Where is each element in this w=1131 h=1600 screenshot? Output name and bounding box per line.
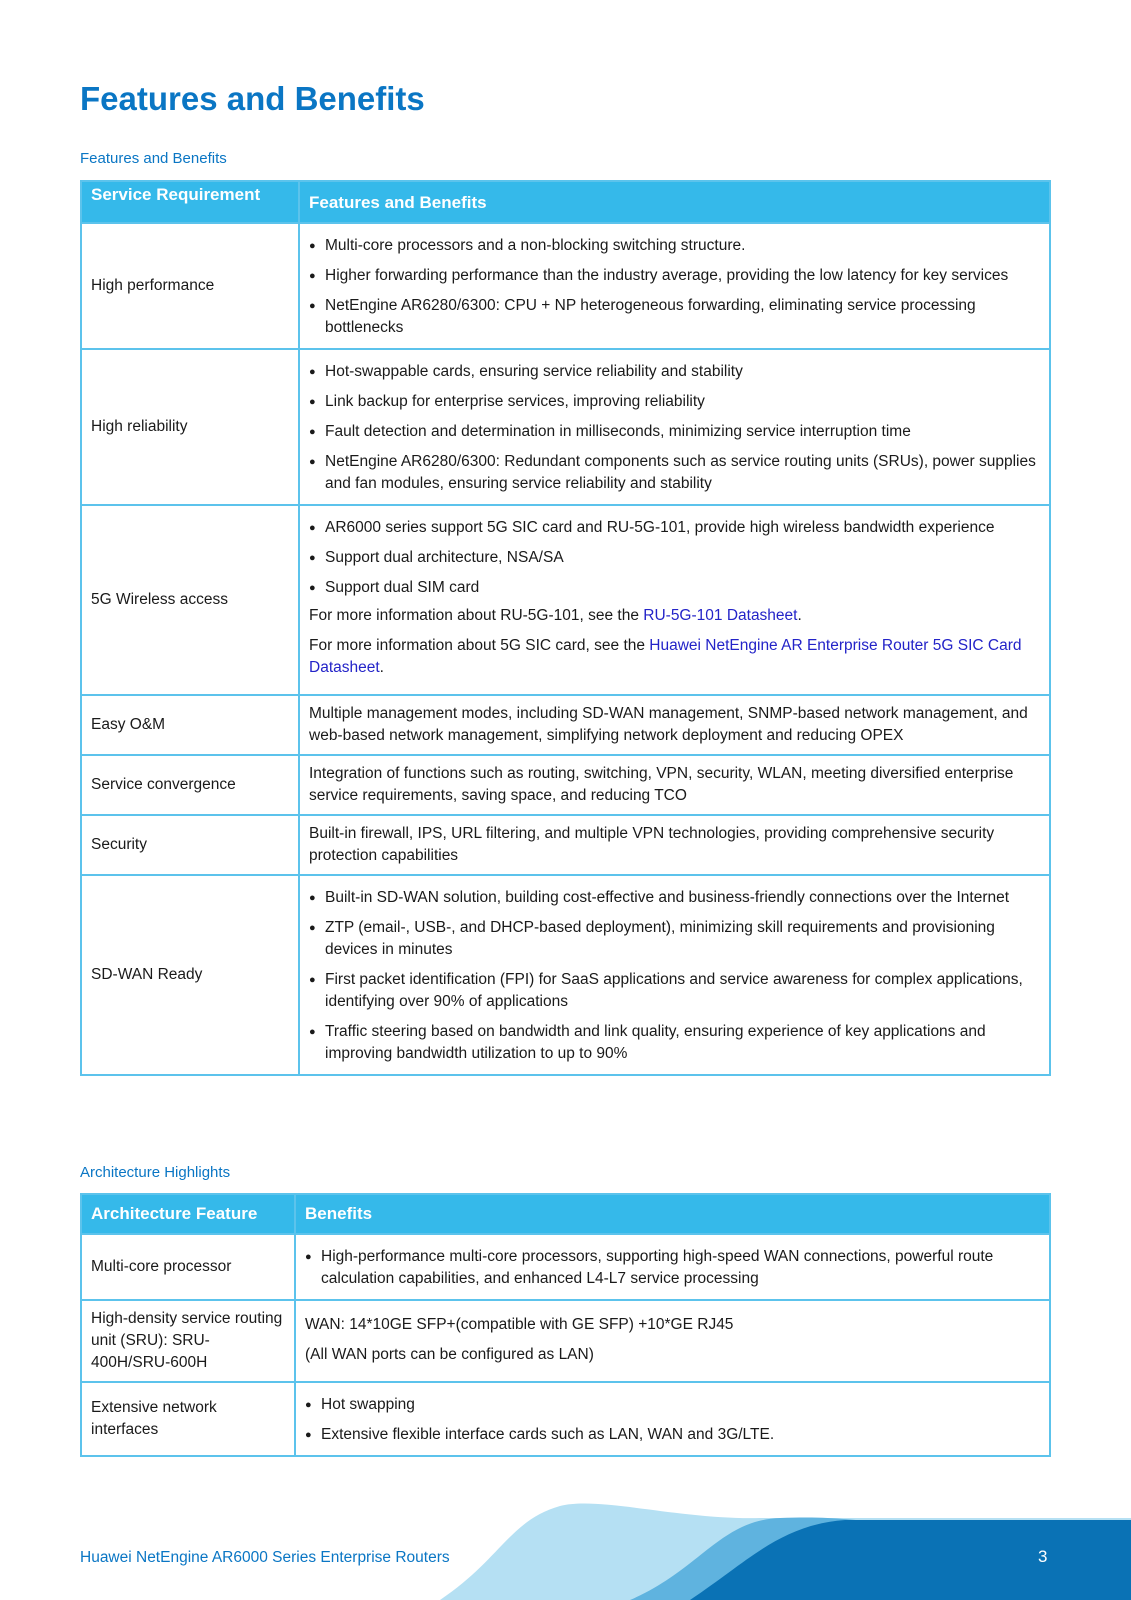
feature-cell: Extensive network interfaces <box>81 1382 295 1456</box>
requirement-cell: High performance <box>81 223 299 349</box>
features-table-caption: Features and Benefits <box>80 150 227 167</box>
list-item: ● Hot swapping <box>305 1394 1040 1416</box>
5g-sic-datasheet-link[interactable]: Huawei NetEngine AR Enterprise Router 5G SIC Card Datasheet <box>309 637 1022 676</box>
page-title: Features and Benefits <box>80 80 425 117</box>
requirement-cell: 5G Wireless access <box>81 505 299 695</box>
requirement-cell: SD-WAN Ready <box>81 875 299 1075</box>
footer-product-name: Huawei NetEngine AR6000 Series Enterprise Routers <box>80 1549 450 1566</box>
lan-config-line: (All WAN ports can be configured as LAN) <box>305 1346 594 1363</box>
list-item: ● Traffic steering based on bandwidth and link quality, ensuring experience of key applications and improving bandwidth utilization to up to 90% <box>309 1021 1040 1065</box>
list-item: ● Hot-swappable cards, ensuring service reliability and stability <box>309 361 1040 383</box>
wan-ports-line: WAN: 14*10GE SFP+(compatible with GE SFP) +10*GE RJ45 <box>305 1316 734 1333</box>
note-text: For more information about 5G SIC card, see the <box>309 637 650 654</box>
requirement-cell: Easy O&M <box>81 695 299 755</box>
header-service-requirement: Service Requirement <box>81 181 299 223</box>
header-architecture-feature: Architecture Feature <box>81 1194 295 1234</box>
architecture-table-caption: Architecture Highlights <box>80 1164 231 1181</box>
list-item: ● Support dual SIM card <box>309 577 1040 599</box>
list-item: ● AR6000 series support 5G SIC card and RU-5G-101, provide high wireless bandwidth experience <box>309 517 1040 539</box>
benefits-cell: Built-in firewall, IPS, URL filtering, and multiple VPN technologies, providing comprehensive security protection capabilities <box>299 815 1050 875</box>
page-number: 3 <box>1038 1547 1048 1566</box>
list-item: ● Multi-core processors and a non-blocking switching structure. <box>309 235 1040 257</box>
feature-cell: High-density service routing unit (SRU): SRU-400H/SRU-600H <box>81 1300 295 1382</box>
list-item: ● NetEngine AR6280/6300: Redundant components such as service routing units (SRUs), power supplies and fan modules, ensuring service reliability and stability <box>309 451 1040 495</box>
requirement-cell: Service convergence <box>81 755 299 815</box>
header-benefits: Benefits <box>295 1194 1050 1234</box>
note-suffix: . <box>379 659 384 676</box>
list-item: ● Support dual architecture, NSA/SA <box>309 547 1040 569</box>
list-item: ● High-performance multi-core processors, supporting high-speed WAN connections, powerful route calculation capabilities, and enhanced L4-L7 service processing <box>305 1246 1040 1290</box>
list-item: ● Fault detection and determination in milliseconds, minimizing service interruption time <box>309 421 1040 443</box>
note-text: For more information about RU-5G-101, see the <box>309 607 644 624</box>
list-item: ● Link backup for enterprise services, improving reliability <box>309 391 1040 413</box>
list-item: ● ZTP (email-, USB-, and DHCP-based deployment), minimizing skill requirements and provisioning devices in minutes <box>309 917 1040 961</box>
benefits-cell: Integration of functions such as routing, switching, VPN, security, WLAN, meeting diversified enterprise service requirements, saving space, and reducing TCO <box>299 755 1050 815</box>
note-suffix: . <box>797 607 802 624</box>
feature-cell: Multi-core processor <box>81 1234 295 1300</box>
list-item: ● Extensive flexible interface cards such as LAN, WAN and 3G/LTE. <box>305 1424 1040 1446</box>
requirement-cell: High reliability <box>81 349 299 505</box>
header-features-benefits: Features and Benefits <box>299 181 1050 223</box>
list-item: ● Higher forwarding performance than the industry average, providing the low latency for key services <box>309 265 1040 287</box>
list-item: ● First packet identification (FPI) for SaaS applications and service awareness for complex applications, identifying over 90% of applications <box>309 969 1040 1013</box>
ru-5g-101-datasheet-link[interactable]: RU-5G-101 Datasheet <box>643 607 798 624</box>
list-item: ● Built-in SD-WAN solution, building cost-effective and business-friendly connections over the Internet <box>309 887 1040 909</box>
list-item: ● NetEngine AR6280/6300: CPU + NP heterogeneous forwarding, eliminating service processing bottlenecks <box>309 295 1040 339</box>
requirement-cell: Security <box>81 815 299 875</box>
benefits-cell: Multiple management modes, including SD-WAN management, SNMP-based network management, and web-based network management, simplifying network deployment and reducing OPEX <box>299 695 1050 755</box>
